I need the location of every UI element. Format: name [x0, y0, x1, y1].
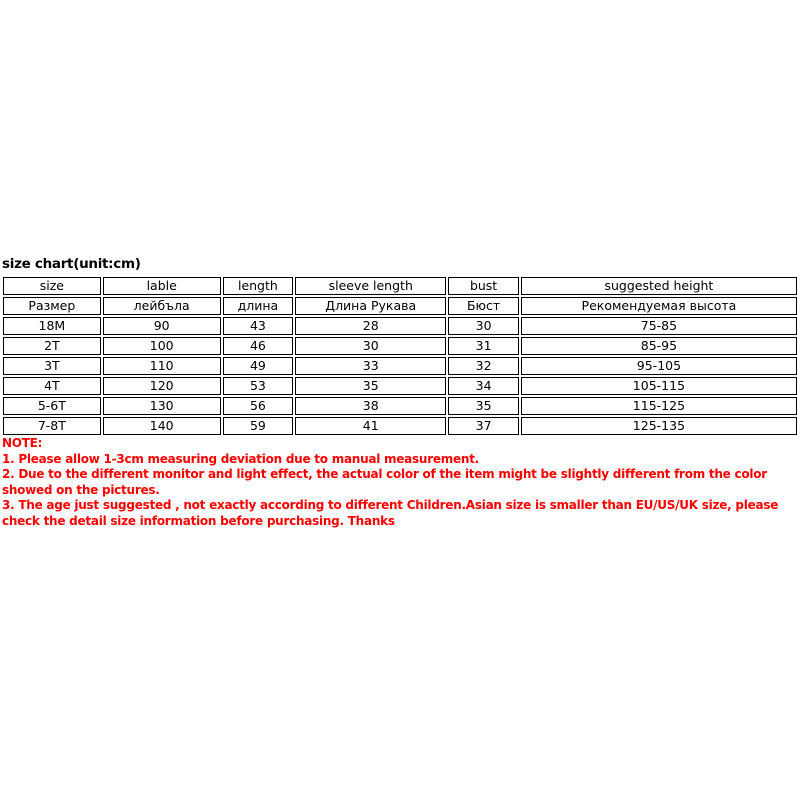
header-cell: Рекомендуемая высота: [521, 297, 797, 315]
size-table: [1, 275, 799, 437]
header-cell: length: [223, 277, 294, 295]
table-cell: 3T: [3, 357, 101, 375]
table-cell: 75-85: [521, 317, 797, 335]
table-cell: 85-95: [521, 337, 797, 355]
table-row: [3, 417, 797, 435]
table-cell: 49: [223, 357, 294, 375]
table-cell: 34: [448, 377, 519, 395]
table-cell: 115-125: [521, 397, 797, 415]
table-cell: 38: [295, 397, 446, 415]
header-cell: Длина Рукава: [295, 297, 446, 315]
table-cell: 30: [295, 337, 446, 355]
header-cell: лейбъла: [103, 297, 221, 315]
table-cell: 35: [448, 397, 519, 415]
note-item: 2. Due to the different monitor and light effect, the actual color of the item might be slightly different from the color showed on the pictures.: [2, 467, 767, 497]
table-cell: 95-105: [521, 357, 797, 375]
table-cell: 59: [223, 417, 294, 435]
size-chart-title: size chart(unit:cm): [2, 256, 141, 272]
header-cell: size: [3, 277, 101, 295]
header-cell: lable: [103, 277, 221, 295]
header-cell: sleeve length: [295, 277, 446, 295]
table-cell: 56: [223, 397, 294, 415]
table-cell: 41: [295, 417, 446, 435]
note-item: 3. The age just suggested , not exactly according to different Children.Asian size is smaller than EU/US/UK size, please check the detail size information before purchasing. Thanks: [2, 498, 779, 528]
header-cell: Бюст: [448, 297, 519, 315]
table-cell: 31: [448, 337, 519, 355]
table-cell: 100: [103, 337, 221, 355]
table-cell: 28: [295, 317, 446, 335]
table-cell: 140: [103, 417, 221, 435]
table-cell: 90: [103, 317, 221, 335]
table-header-row-ru: [3, 297, 797, 315]
table-cell: 43: [223, 317, 294, 335]
notes-section: [2, 436, 798, 529]
note-item: 1. Please allow 1-3cm measuring deviation due to manual measurement.: [2, 451, 479, 466]
table-cell: 120: [103, 377, 221, 395]
note-heading: NOTE:: [2, 436, 43, 450]
header-cell: Размер: [3, 297, 101, 315]
table-cell: 18M: [3, 317, 101, 335]
table-cell: 46: [223, 337, 294, 355]
header-cell: bust: [448, 277, 519, 295]
table-cell: 130: [103, 397, 221, 415]
table-cell: 32: [448, 357, 519, 375]
table-cell: 105-115: [521, 377, 797, 395]
table-cell: 110: [103, 357, 221, 375]
header-cell: suggested height: [521, 277, 797, 295]
table-cell: 7-8T: [3, 417, 101, 435]
table-row: [3, 397, 797, 415]
table-cell: 53: [223, 377, 294, 395]
header-cell: длина: [223, 297, 294, 315]
table-cell: 35: [295, 377, 446, 395]
table-cell: 2T: [3, 337, 101, 355]
table-cell: 5-6T: [3, 397, 101, 415]
table-cell: 125-135: [521, 417, 797, 435]
table-header-row-en: [3, 277, 797, 295]
table-row: [3, 317, 797, 335]
table-cell: 30: [448, 317, 519, 335]
table-cell: 4T: [3, 377, 101, 395]
table-row: [3, 377, 797, 395]
table-cell: 33: [295, 357, 446, 375]
table-row: [3, 337, 797, 355]
table-row: [3, 357, 797, 375]
table-cell: 37: [448, 417, 519, 435]
